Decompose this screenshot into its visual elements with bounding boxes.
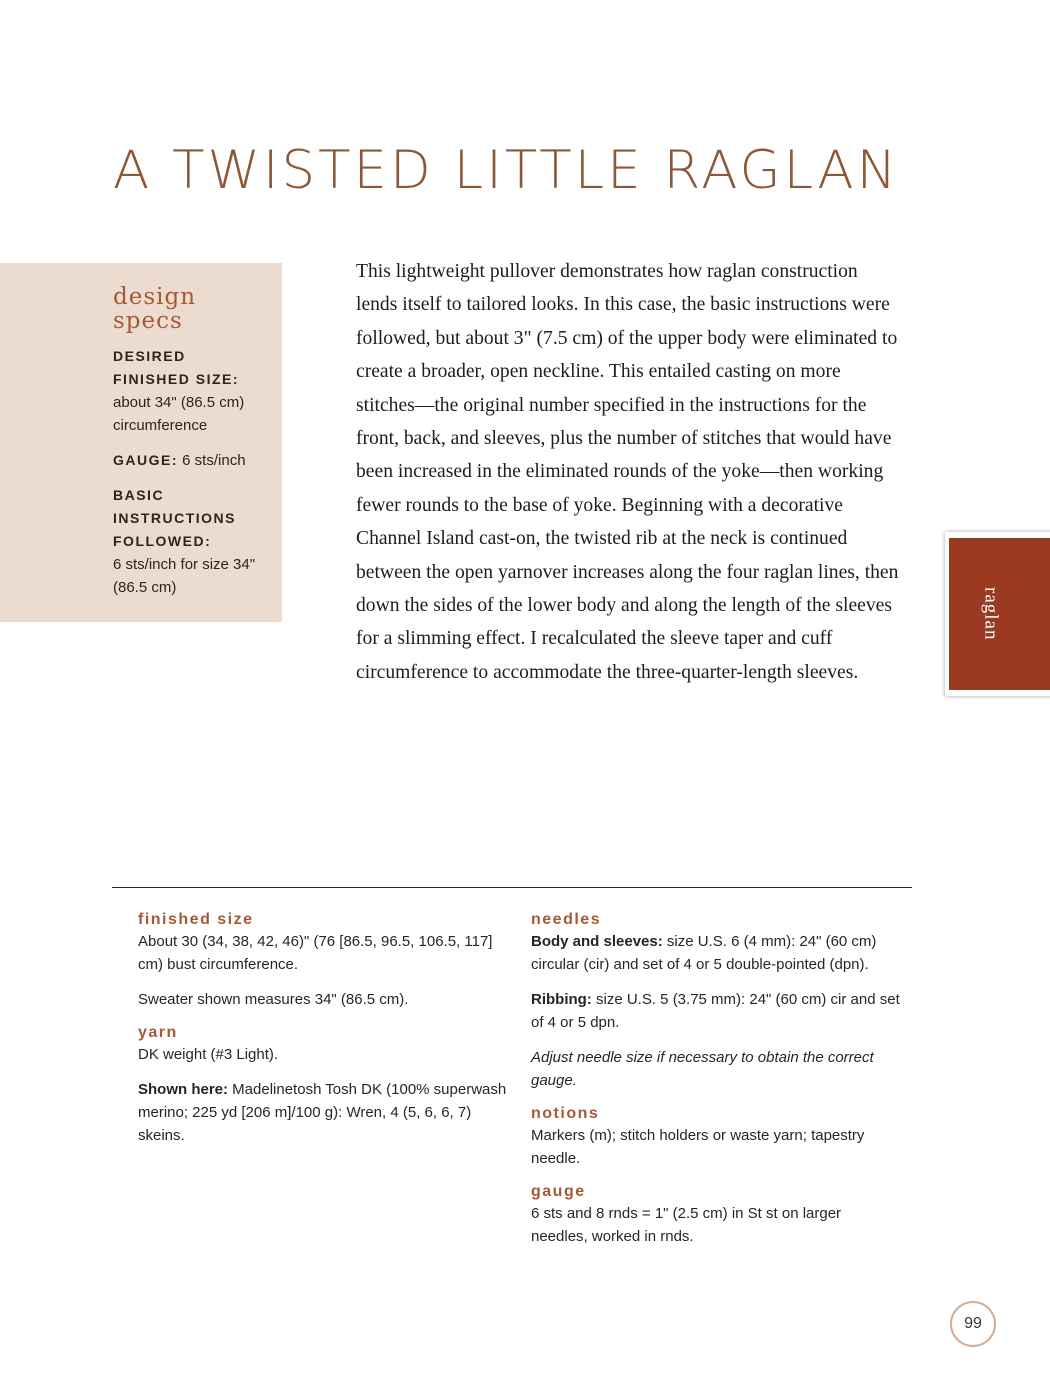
spec-basic-instructions: [113, 484, 268, 599]
yarn-shown-text: Madelinetosh Tosh DK (100% superwash merino; 225 yd [206 m]/100 g): Wren, 4 (5, 6, 6, 7) skeins.: [138, 1081, 507, 1144]
gauge-text: 6 sts and 8 rnds = 1" (2.5 cm) in St st on larger needles, worked in rnds.: [531, 1205, 842, 1245]
needles-body: [531, 930, 901, 976]
gauge-heading: gauge: [531, 1183, 586, 1200]
page-title: A TWISTED LITTLE RAGLAN: [113, 140, 900, 201]
spec-gauge-value: 6 sts/inch: [182, 452, 246, 469]
notions-heading: notions: [531, 1105, 600, 1122]
chapter-tab-fill: [949, 538, 1050, 690]
gauge-section: [531, 1182, 901, 1248]
intro-paragraph: This lightweight pullover demonstrates how raglan construction lends itself to tailored looks. In this case, the basic instructions were followed, but about 3" (7.5 cm) of the upper body were eliminated to create a broader, open neckline. This entailed casting on more stitches—the original number specified in the instructions for the front, back, and sleeves, plus the number of stitches that would have been increased in the eliminated rounds of the yoke—then working fewer rounds to the base of yoke. Beginning with a decorative Channel Island cast-on, the twisted rib at the neck is continued between the open yarnover increases along the four raglan lines, then down the sides of the lower body and along the length of the sleeves for a slimming effect. I recalculated the sleeve taper and cuff circumference to accommodate the three-quarter-length sleeves.: [356, 261, 899, 683]
section-divider: [112, 887, 912, 888]
needles-ribbing-label: Ribbing:: [531, 991, 592, 1008]
notions-text: Markers (m); stitch holders or waste yarn; tapestry needle.: [531, 1127, 865, 1167]
needles-body-text: size U.S. 6 (4 mm): 24" (60 cm) circular (cir) and set of 4 or 5 double-pointed (dpn).: [531, 933, 877, 973]
spec-basic-label: BASIC INSTRUCTIONS FOLLOWED:: [113, 487, 236, 549]
yarn-shown-here: [138, 1078, 508, 1147]
needles-note: Adjust needle size if necessary to obtain the correct gauge.: [531, 1049, 874, 1089]
design-specs-heading-line2: specs: [113, 308, 183, 334]
yarn-weight-text: DK weight (#3 Light).: [138, 1046, 279, 1063]
spec-gauge: [113, 449, 268, 472]
design-specs-box: [0, 263, 282, 622]
chapter-tab[interactable]: [945, 532, 1050, 696]
needles-heading: needles: [531, 911, 602, 928]
left-column: [138, 910, 508, 1159]
chapter-tab-label: raglan: [980, 587, 1002, 641]
sweater-shown-text: Sweater shown measures 34" (86.5 cm).: [138, 991, 409, 1008]
right-column: [531, 910, 901, 1260]
finished-size-section: [138, 910, 508, 1011]
yarn-heading: yarn: [138, 1024, 178, 1041]
spec-desired-size: [113, 345, 268, 437]
spec-gauge-label: GAUGE:: [113, 452, 178, 468]
finished-size-text: About 30 (34, 38, 42, 46)" (76 [86.5, 96.5, 106.5, 117] cm) bust circumference.: [138, 933, 493, 973]
spec-desired-size-value: about 34" (86.5 cm) circumference: [113, 394, 245, 434]
page-number: 99: [950, 1301, 996, 1347]
design-specs-heading: [113, 285, 268, 333]
spec-basic-value: 6 sts/inch for size 34" (86.5 cm): [113, 556, 256, 596]
yarn-section: [138, 1023, 508, 1147]
needles-body-label: Body and sleeves:: [531, 933, 663, 950]
design-specs-heading-line1: design: [113, 284, 197, 310]
yarn-shown-label: Shown here:: [138, 1081, 229, 1098]
finished-size-heading: finished size: [138, 911, 254, 928]
needles-section: [531, 910, 901, 1092]
spec-desired-size-label: DESIRED FINISHED SIZE:: [113, 348, 240, 387]
needles-ribbing-text: size U.S. 5 (3.75 mm): 24" (60 cm) cir and set of 4 or 5 dpn.: [531, 991, 900, 1031]
notions-section: [531, 1104, 901, 1170]
needles-ribbing: [531, 988, 901, 1034]
